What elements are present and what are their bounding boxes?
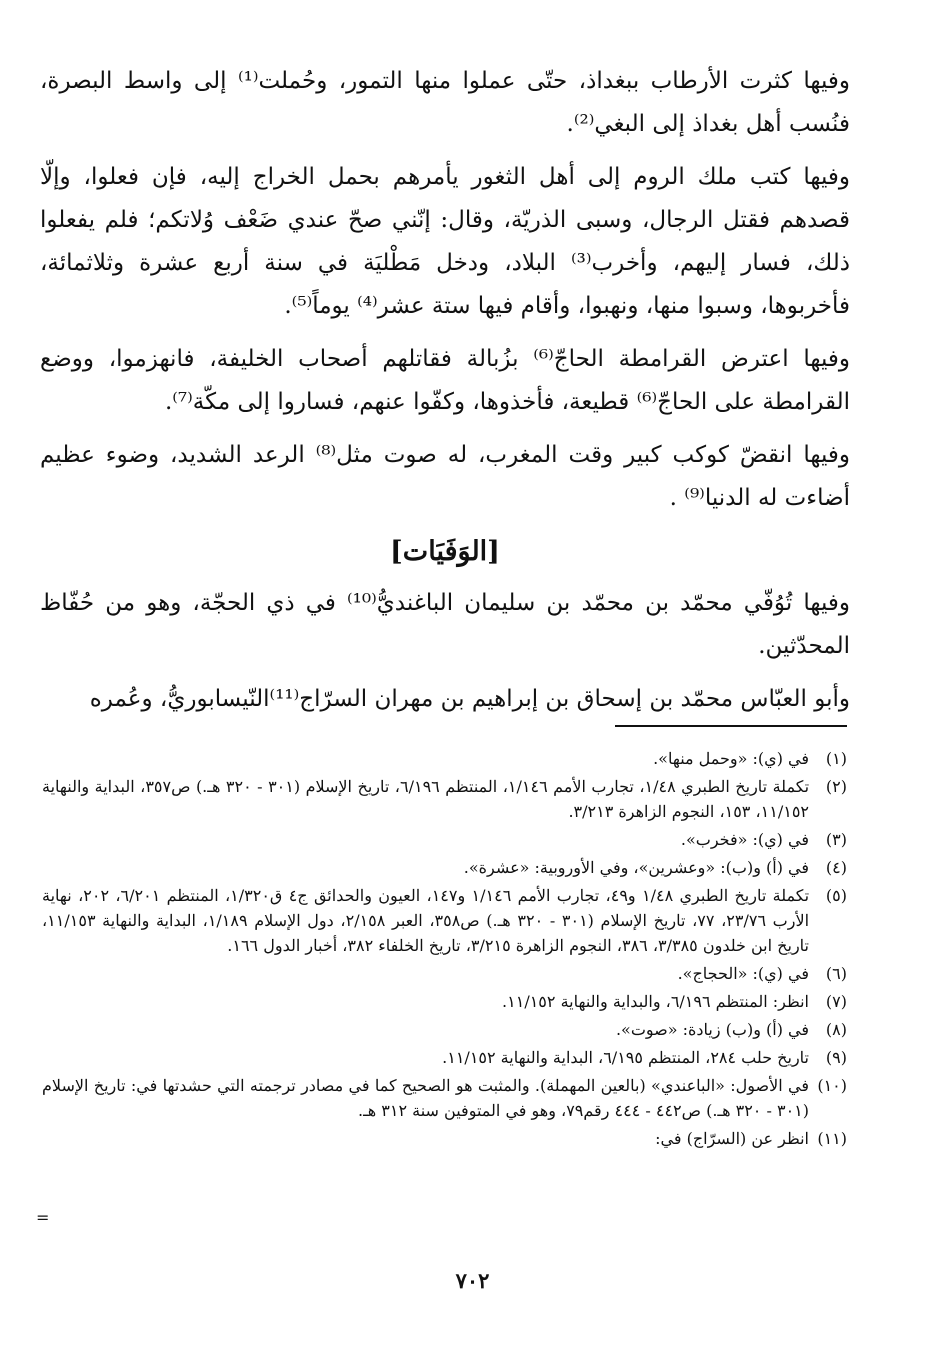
footnote-text: في (ي): «فخرب». [680,830,809,849]
paragraph-dates: وفيها كثرت الأرطاب ببغداذ، حتّى عملوا منها التمور، وحُملت⁽¹⁾ إلى واسط البصرة، فنُسب أهل بغداذ إلى البغي⁽²⁾. [40,68,851,137]
footnote-text: في (أ) و(ب): «وعشرين»، وفي الأوروبية: «عشرة». [463,858,809,877]
paragraph-meteor: وفيها انقضّ كوكب كبير وقت المغرب، له صوت مثل⁽⁸⁾ الرعد الشديد، وضوء عظيم أضاءت له الدنيا⁽⁹⁾ . [40,442,850,511]
footnote [42,855,847,880]
footnote-text: تكملة تاريخ الطبري ١/٤٨ و٤٩، تجارب الأمم ١/١٤٦ و١٤٧، العيون والحدائق ج٤ ق١/٣٢٠، المنتظم ٦/٢٠١، ٢٠٢، نهاية الأرب ٢٣/٧٦، ٧٧، تاريخ الإسلام (٣٠١ - ٣٢٠ هـ.) ص٣٥٨، العبر ٢/١٥٨، دول الإسلام ١/١٨٩، البداية والنهاية ١١/١٥٣، تاريخ ابن خلدون ٣/٣٨٥، ٣٨٦، النجوم الزاهرة ٣/٢١٥، تاريخ الخلفاء ٣٨٢، أخبار الدول ١٦٦. [42,886,810,955]
footnote [42,1073,847,1123]
footnote-text: في (ي): «وحمل منها». [653,749,809,768]
paragraph-death-baghandi: وفيها تُوُفّي محمّد بن محمّد بن سليمان الباغنديُّ⁽¹⁰⁾ في ذي الحجّة، وهو من حُفّاظ المحدّثين. [40,590,850,659]
paragraph-qarmatians: وفيها اعترض القرامطة الحاجّ⁽⁶⁾ بزُبالة فقاتلهم أصحاب الخليفة، فانهزموا، ووضع القرامطة على الحاجّ⁽⁶⁾ قطيعة، فأخذوها، وكفّوا عنهم، فساروا إلى مكّة⁽⁷⁾. [40,346,850,415]
footnote [42,883,847,958]
footnote-separator [615,725,847,727]
footnote [42,1126,847,1151]
footnote-number: (٦) [825,964,847,983]
footnote-text: في (ي): «الحجاج». [677,964,809,983]
paragraph-byzantine-king: وفيها كتب ملك الروم إلى أهل الثغور يأمرهم بحمل الخراج إليه، فإن فعلوا، وإلّا قصدهم فقتل الرجال، وسبى الذريّة، وقال: إنّني صحّ عندي ضَعْف وُلاتكم؛ فلم يفعلوا ذلك، فسار إليهم، وأخرب⁽³⁾ البلاد، ودخل مَطْليَة في سنة أربع عشرة وثلاثمائة، فأخربوها، وسبوا منها، ونهبوا، وأقام فيها ستة عشر⁽⁴⁾ يوماً⁽⁵⁾. [40,164,850,319]
footnote-text: انظر: المنتظم ٦/١٩٦، والبداية والنهاية ١١/١٥٢. [502,992,809,1011]
main-text [40,60,850,731]
footnote [42,746,847,771]
footnote-number: (٤) [825,858,847,877]
section-title-deaths: [الوَفَيَات] [390,536,500,567]
footnote-number: (٢) [825,777,847,796]
footnote-number: (١٠) [817,1076,847,1095]
footnote-number: (٧) [825,992,847,1011]
page-number: ٧٠٢ [455,1268,490,1293]
footnote [42,774,847,824]
footnote-number: (٩) [825,1048,847,1067]
paragraph-death-sarraj: وأبو العبّاس محمّد بن إسحاق بن إبراهيم بن مهران السرّاج⁽¹¹⁾النّيسابوريُّ، وعُمره [89,686,850,712]
footnote [42,1017,847,1042]
footnote-text: في (أ) و(ب) زيادة: «صوت». [615,1020,809,1039]
footnote-number: (٥) [825,886,847,905]
footnote-text: تاريخ حلب ٢٨٤، المنتظم ٦/١٩٥، البداية والنهاية ١١/١٥٢. [442,1048,809,1067]
footnote-number: (١١) [817,1129,847,1148]
footnote-text: في الأصول: «الباعندي» (بالعين المهملة). والمثبت هو الصحيح كما في مصادر ترجمته التي حشدتها في: تاريخ الإسلام (٣٠١ - ٣٢٠ هـ.) ص٤٤٢ - ٤٤٤ رقم٧٩، وهو في المتوفين سنة ٣١٢ هـ. [42,1076,809,1120]
footnote [42,827,847,852]
footnote-text: تكملة تاريخ الطبري ١/٤٨، تجارب الأمم ١/١٤٦، المنتظم ٦/١٩٦، تاريخ الإسلام (٣٠١ - ٣٢٠ هـ.) ص٣٥٧، البداية والنهاية ١١/١٥٢، ١٥٣، النجوم الزاهرة ٣/٢١٣. [42,777,810,821]
footnote-text: انظر عن (السرّاج) في: [655,1129,809,1148]
footnote-number: (٨) [825,1020,847,1039]
footnote [42,989,847,1014]
footnote-number: (١) [825,749,847,768]
continuation-mark: = [36,1208,50,1227]
footnote [42,961,847,986]
footnotes [42,746,847,1154]
footnote-number: (٣) [825,830,847,849]
footnote [42,1045,847,1070]
